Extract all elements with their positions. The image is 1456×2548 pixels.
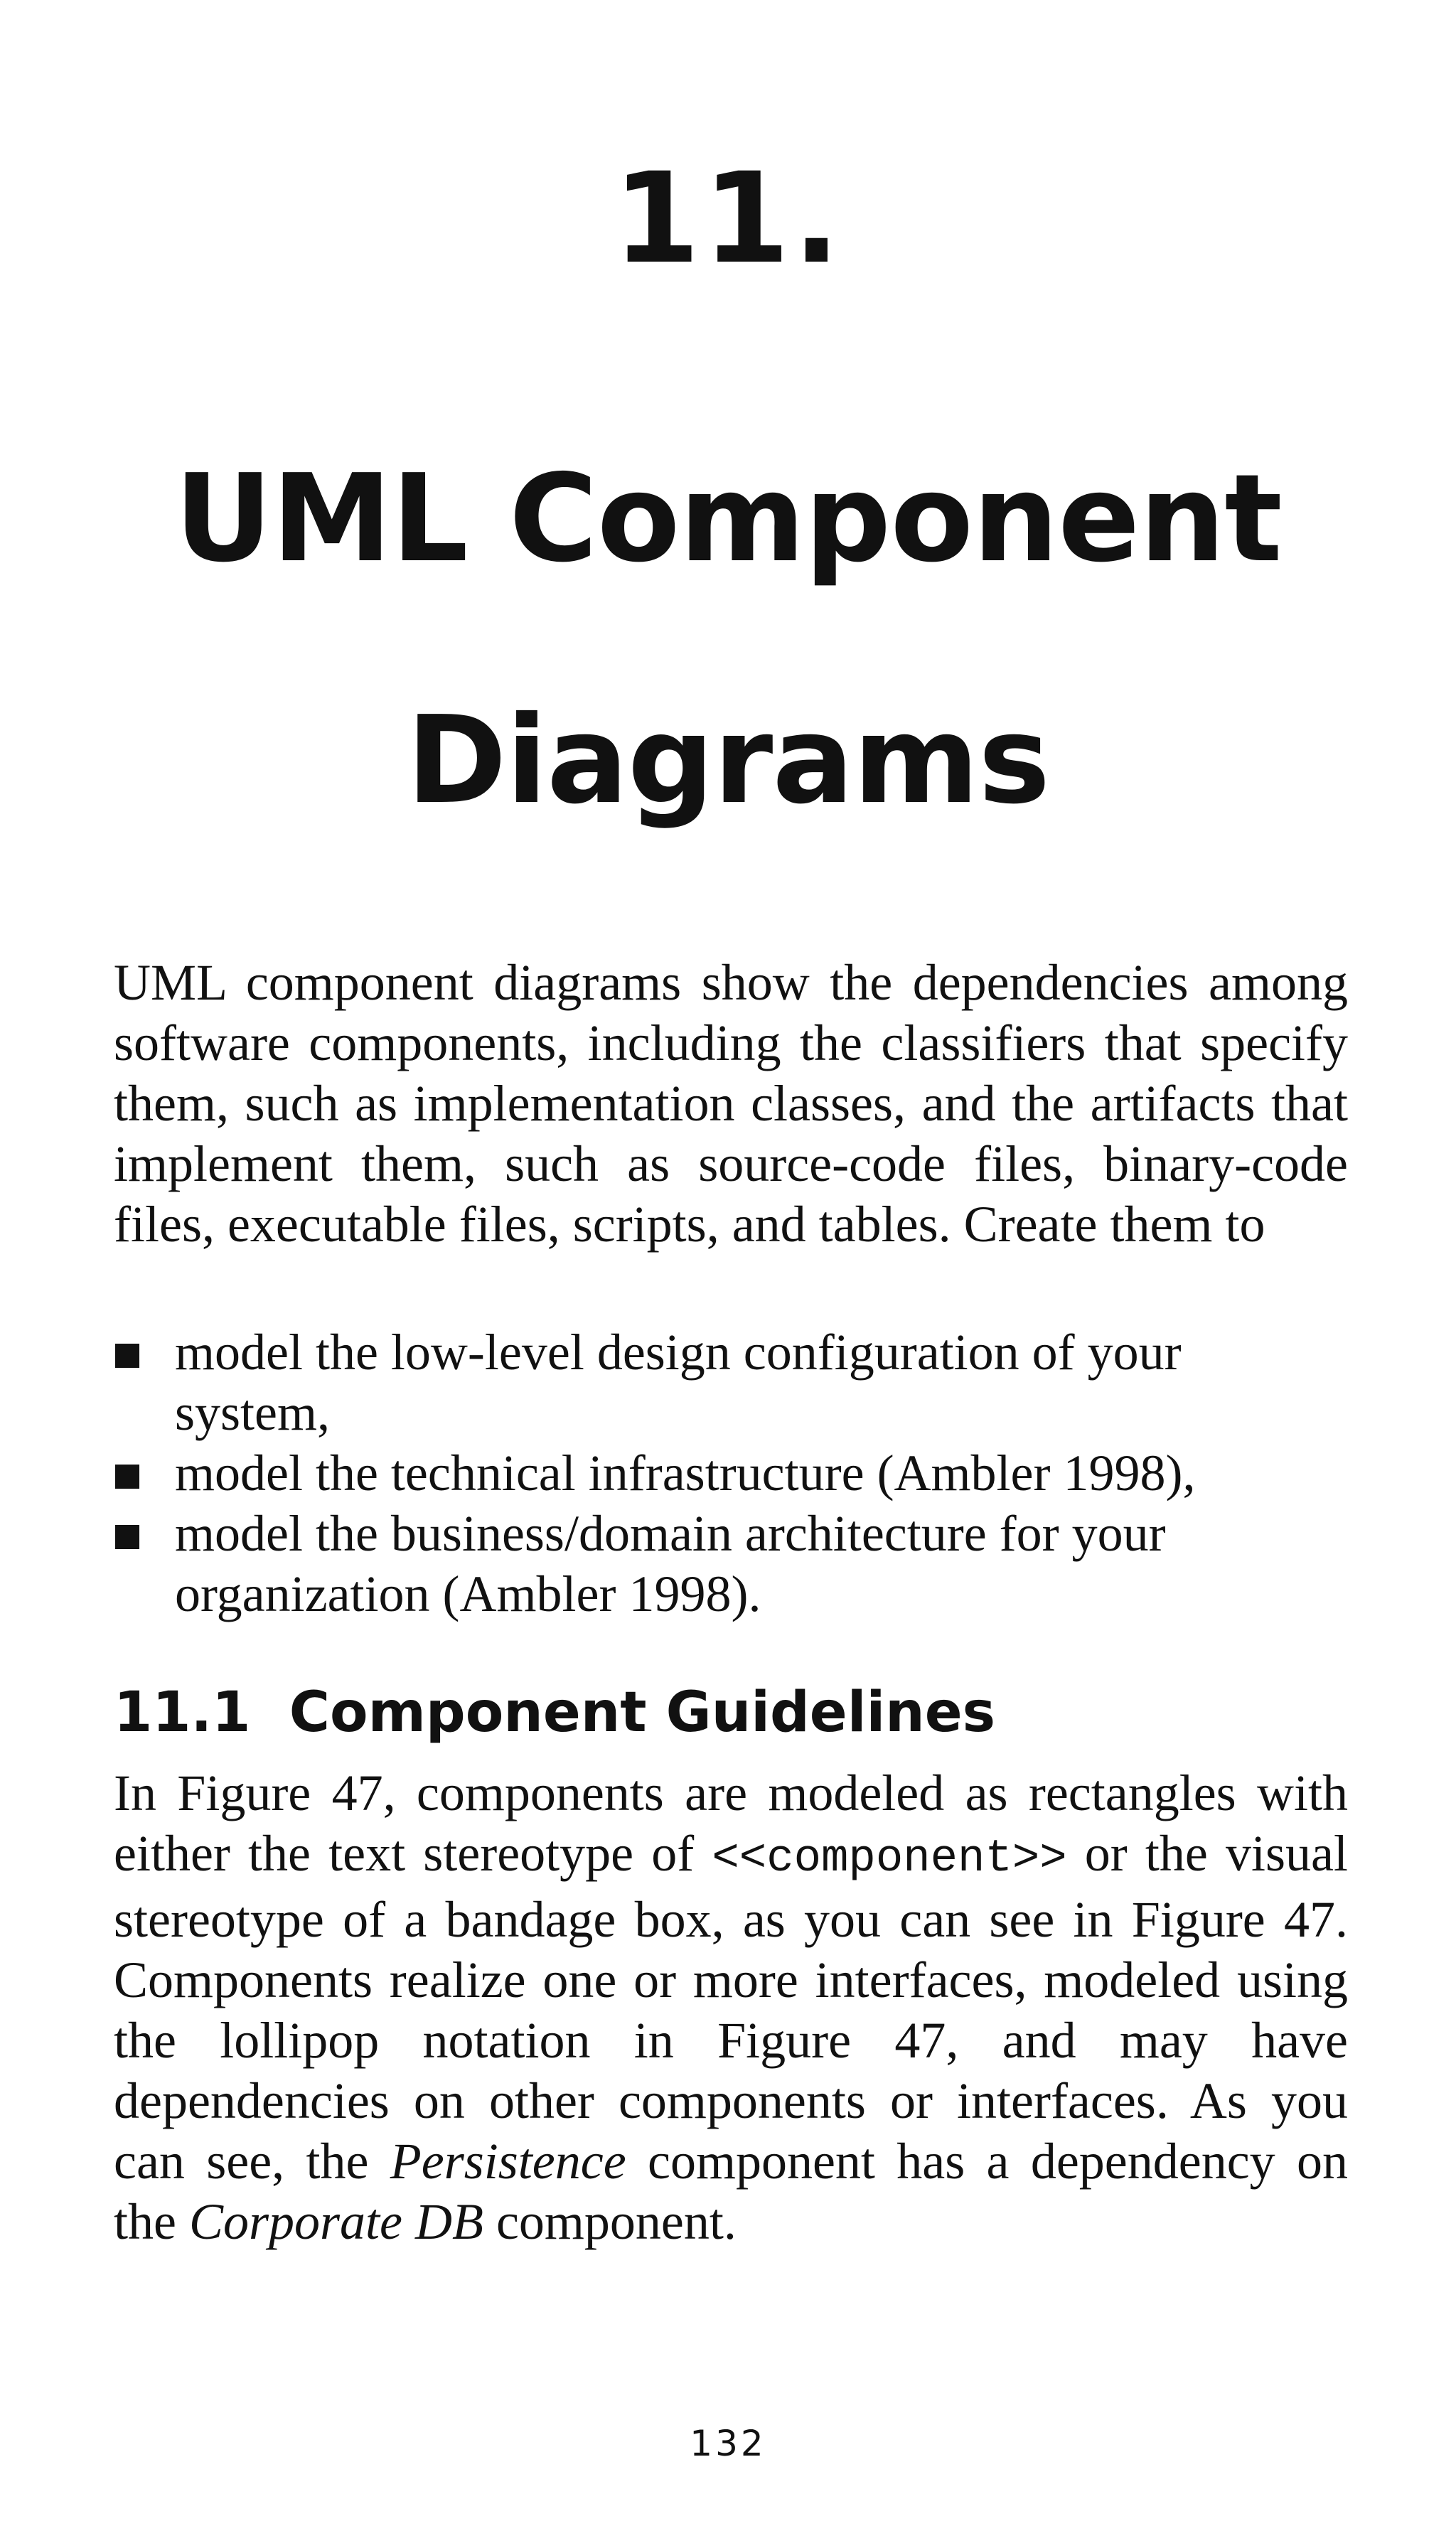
section-text-2: or the visual stereotype of a bandage box, as you can see in Figure 47. Components realize one or more interfaces, modeled using the lollipop notation in Figure 47, and may have dependencies on other components or interfaces. As you can see, the	[114, 1825, 1348, 2190]
bullet-list	[114, 1322, 1348, 1624]
section-text-1: In Figure 47, components are modeled as rectangles with either the text stereotype of	[114, 1765, 1348, 1882]
chapter-title	[0, 398, 1456, 882]
persistence-term: Persistence	[390, 2133, 626, 2190]
section-text-3: component has a dependency on the	[114, 2133, 1348, 2250]
section-paragraph	[114, 1763, 1348, 2252]
chapter-number: 11.	[613, 146, 843, 291]
section-text-4: component.	[483, 2193, 737, 2250]
intro-paragraph: UML component diagrams show the dependencies among software components, including the classifiers that specify them, such as implementation classes, and the artifacts that implement them, such as source-code files, binary-code files, executable files, scripts, and tables. Create them to	[114, 954, 1348, 1253]
corporate-db-term: Corporate DB	[188, 2193, 483, 2250]
square-bullet-icon	[115, 1344, 139, 1368]
page-number: 132	[690, 2423, 766, 2464]
bullet-item	[114, 1322, 1348, 1443]
bullet-item	[114, 1443, 1348, 1504]
component-stereotype-code: <<component>>	[712, 1834, 1067, 1885]
section-heading: 11.1 Component Guidelines	[114, 1681, 996, 1745]
chapter-title-line1: UML Component	[174, 449, 1282, 589]
bullet-text: model the business/domain architecture for your organization (Ambler 1998).	[175, 1505, 1166, 1622]
square-bullet-icon	[115, 1465, 139, 1489]
bullet-item	[114, 1504, 1348, 1624]
bullet-text: model the low-level design configuration of your system,	[175, 1324, 1182, 1441]
chapter-title-line2: Diagrams	[406, 690, 1050, 831]
square-bullet-icon	[115, 1525, 139, 1549]
bullet-text: model the technical infrastructure (Ambler 1998),	[175, 1445, 1196, 1502]
